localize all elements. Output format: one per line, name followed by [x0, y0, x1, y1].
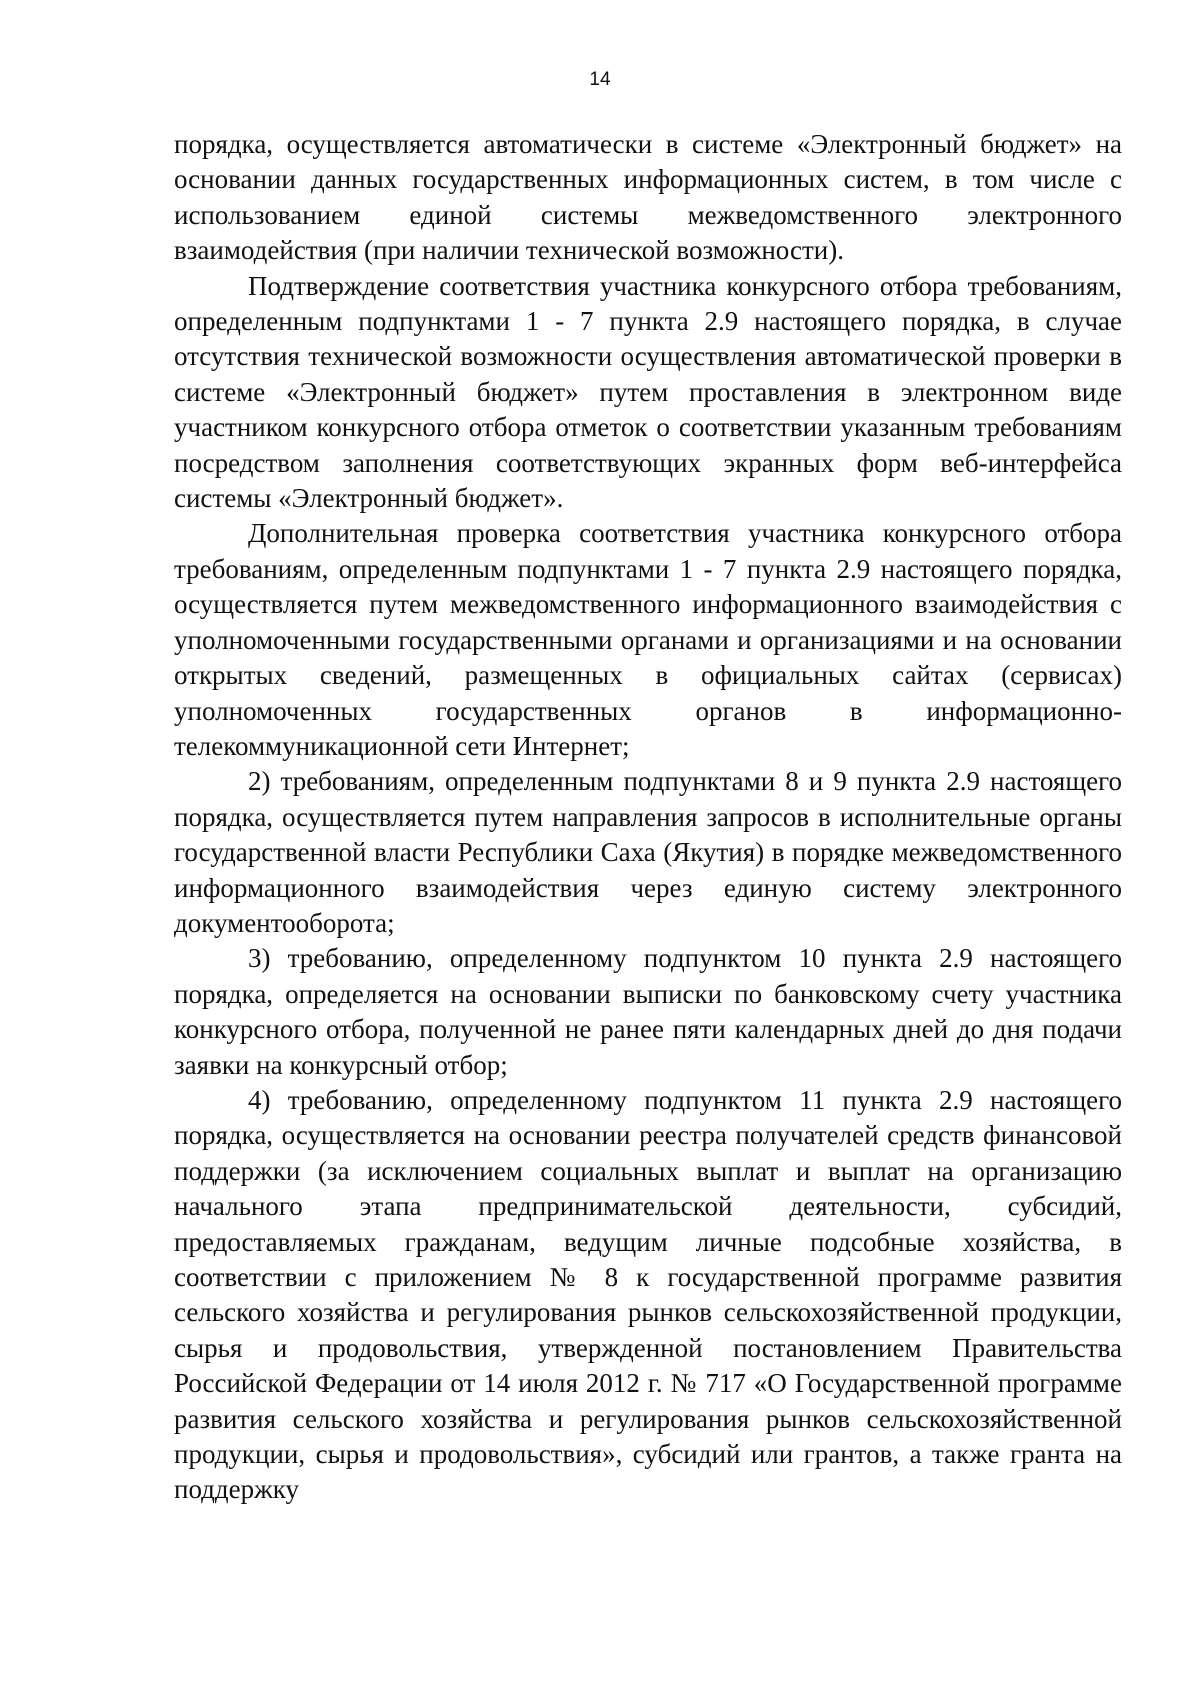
page-number: 14	[589, 69, 611, 90]
document-body	[174, 127, 1122, 1508]
paragraph-5: 3) требованию, определенному подпунктом 10 пункта 2.9 настоящего порядка, определяется на основании выписки по банковскому счету участника конкурсного отбора, полученной не ранее пяти календарных дней до дня подачи заявки на конкурсный отбор;	[174, 943, 1122, 1080]
paragraph-6: 4) требованию, определенному подпунктом 11 пункта 2.9 настоящего порядка, осуществляется на основании реестра получателей средств финансовой поддержки (за исключением социальных выплат и выплат на организацию начального этапа предпринимательской деятельности, субсидий, предоставляемых гражданам, ведущим личные подсобные хозяйства, в соответствии с приложением № 8 к государственной программе развития сельского хозяйства и регулирования рынков сельскохозяйственной продукции, сырья и продовольствия, утвержденной постановлением Правительства Российской Федерации от 14 июля 2012 г. № 717 «О Государственной программе развития сельского хозяйства и регулирования рынков сельскохозяйственной продукции, сырья и продовольствия», субсидий или грантов, а также гранта на поддержку	[174, 1084, 1122, 1505]
paragraph-2: Подтверждение соответствия участника конкурсного отбора требованиям, определенным подпунктами 1 - 7 пункта 2.9 настоящего порядка, в случае отсутствия технической возможности осуществления автоматической проверки в системе «Электронный бюджет» путем проставления в электронном виде участником конкурсного отбора отметок о соответствии указанным требованиям посредством заполнения соответствующих экранных форм веб-интерфейса системы «Электронный бюджет».	[174, 270, 1122, 514]
paragraph-4: 2) требованиям, определенным подпунктами 8 и 9 пункта 2.9 настоящего порядка, осуществляется путем направления запросов в исполнительные органы государственной власти Республики Саха (Якутия) в порядке межведомственного информационного взаимодействия через единую систему электронного документооборота;	[174, 766, 1122, 938]
paragraph-1: порядка, осуществляется автоматически в системе «Электронный бюджет» на основании данных государственных информационных систем, в том числе с использованием единой системы межведомственного электронного взаимодействия (при наличии технической возможности).	[174, 129, 1122, 266]
paragraph-3: Дополнительная проверка соответствия участника конкурсного отбора требованиям, определенным подпунктами 1 - 7 пункта 2.9 настоящего порядка, осуществляется путем межведомственного информационного взаимодействия с уполномоченными государственными органами и организациями и на основании открытых сведений, размещенных в официальных сайтах (сервисах) уполномоченных государственных органов в информационно-телекоммуникационной сети Интернет;	[174, 518, 1122, 761]
